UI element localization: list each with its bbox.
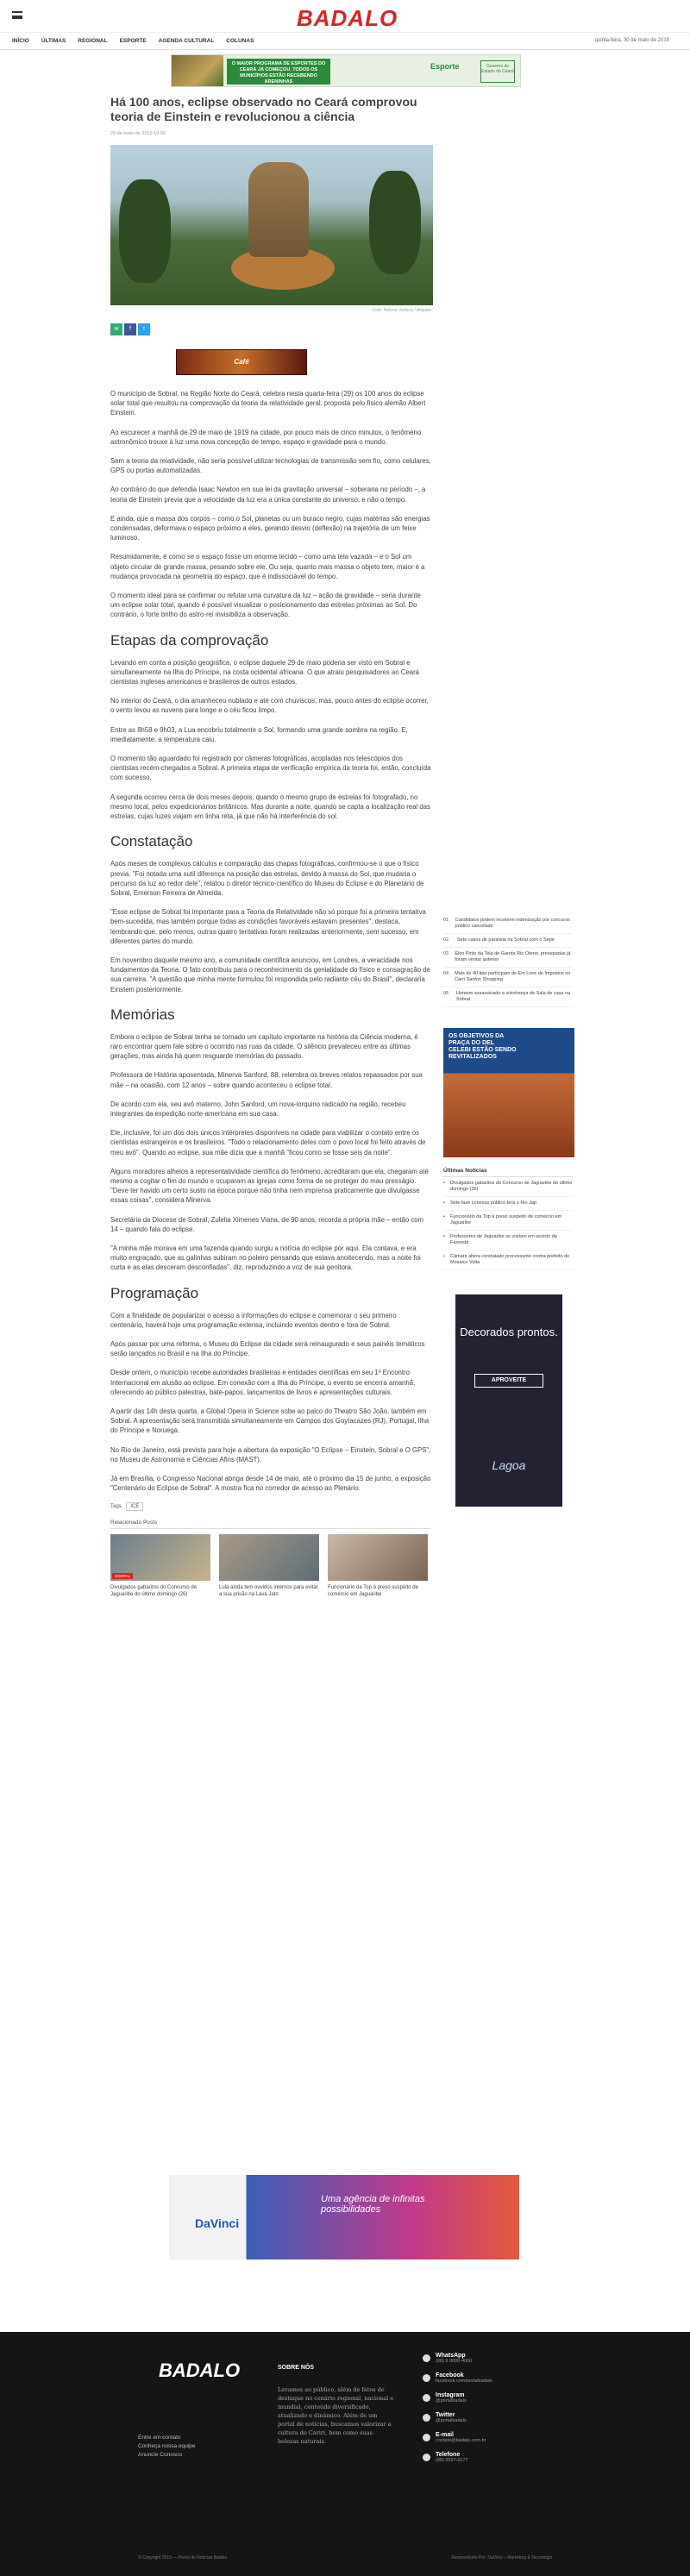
paragraph: "Esse eclipse de Sobral foi importante para a Teoria da Relatividade não só porque foi a primeira tentativa bem-sucedida, mas também porque todas as condições favoráveis estavam presentes", destaca, lembrando que, pelo menos, outras quatro tentativas foram realizadas anteriormente, sem sucesso, em diferentes partes do mundo. xyxy=(110,908,426,945)
tag-link[interactable]: ICE xyxy=(126,1502,143,1511)
related-post-title[interactable]: Divulgados gabaritos do Concurso de Jaguaribe do último domingo (26) xyxy=(110,1585,198,1598)
about-text: Levamos ao público, além de fatos de destaque no cenário regional, nacional e mundial, conteúdo diversificado, atualizado e dinâmico. Além de um portal de notícias, buscamos valorizar a cultura do Cariri, bem como suas belezas naturais. xyxy=(278,2386,394,2445)
paragraph: Embora o eclipse de Sobral tenha se tornado um capítulo importante na história da Ciência moderna, é raro encontrar quem fale sobre o ocorrido nas ruas da cidade. O silêncio prevaleceu entre as últimas gerações, mas ainda há quem resguarde memórias do passado. xyxy=(110,1032,418,1061)
paragraph: Desde ontem, o município recebe autoridades brasileiras e entidades científicas em seu 1º Encontro Internacional em alusão ao eclipse. Em conexão com a Ilha do Príncipe, o evento se encerra amanhã, oferecendo ao público palestras, bate-papos, lançamentos de livros e apresentações culturais. xyxy=(110,1369,416,1396)
paragraph: Ele, inclusive, foi um dos dois únicos intérpretes disponíveis na cidade para viabilizar o contato entre os cientistas estrangeiros e os brasileiros. "Todo o relacionamento deles com o povo local foi feito através de meu avô". Quando ao eclipse, sua mãe dizia que a manhã "ficou como se fosse seis da noite". xyxy=(110,1129,426,1156)
related-posts-heading: Relacionado Posts xyxy=(110,1520,431,1529)
related-post-image[interactable] xyxy=(219,1534,319,1581)
related-post[interactable] xyxy=(110,1534,210,1598)
paragraph: Levando em conta a posição geográfica, o eclipse daquele 29 de maio poderia ser visto em Sobral e simultaneamente na Ilha do Príncipe, na costa ocidental africana. O que atraiu pesquisadores ao Ceará cientistas ingleses americanos e brasileiros de outros estados. xyxy=(110,658,420,686)
nav-item-colunas[interactable]: COLUNAS xyxy=(226,38,254,44)
section-heading: Etapas da comprovação xyxy=(110,631,269,649)
article-body xyxy=(110,389,431,1493)
twitter-icon xyxy=(423,2414,430,2422)
article-title: Há 100 anos, eclipse observado no Ceará comprovou teoria de Einstein e revolucionou a ciência xyxy=(110,95,417,123)
article xyxy=(110,95,431,1598)
ad-slogan: Uma agência de infinitas possibilidades xyxy=(321,2194,425,2215)
footer xyxy=(0,2332,690,2576)
list-item[interactable]: 04 Mais de 40 tipo participam de Em Livre de Impostos no Carri Sanfon Shopping xyxy=(443,968,573,987)
paragraph: Resumidamente, é como se o espaço fosse um enorme tecido – como uma tela vazada – e o Sol um objeto circular de grande massa, pesando sobre ele. Ou seja, quanto mais massa o objeto tem, maior é a mudança provocada na geometria do espaço, que é indissociável do tempo. xyxy=(110,553,425,580)
list-item[interactable]: 03 Elon Pinto da Tela de Garota Rio Oteno, presepadas já foram ventar anterior xyxy=(443,948,573,968)
paragraph: Entre as 8h58 e 9h03, a Lua encobriu totalmente o Sol, formando uma grande sombra na região. E, imediatamente, a temperatura caiu. xyxy=(110,725,408,743)
related-post-title[interactable]: Lula ainda tem ouvidos internos para evitar a sua prisão na Lava Jato xyxy=(219,1585,318,1598)
share-buttons xyxy=(110,323,431,335)
contact-item[interactable]: Twitter @portalbadalo xyxy=(423,2412,561,2423)
contact-item[interactable]: WhatsApp (88) 9 9000-4000 xyxy=(423,2353,561,2364)
nav-item-ultimas[interactable]: ÚLTIMAS xyxy=(41,38,66,44)
contact-item[interactable]: E-mail contato@badalo.com.br xyxy=(423,2432,561,2443)
image-caption: Foto: Helena Ventura / Arquivo xyxy=(372,308,431,313)
menu-icon[interactable] xyxy=(12,11,22,19)
footer-links xyxy=(138,2434,196,2460)
list-item[interactable]: 05 Homem assassinado a vizinhança de Sala de casa na Sobral xyxy=(443,987,573,1007)
paragraph: A segunda ocorreu cerca de dois meses depois, quando o mesmo grupo de estrelas foi fotografado, no mesmo local, pelos expedicionários britânicos. Mas durante a noite, quando se capta a localização real das estrelas, cujas luzes viajam em linha reta, já que não há interferência do sol. xyxy=(110,793,430,821)
list-item[interactable]: • Professores de Jaguaribe se visitam em acordo da Fazenda xyxy=(443,1231,573,1250)
whatsapp-share-icon[interactable]: w xyxy=(110,323,122,335)
article-hero-image xyxy=(110,145,433,305)
section-heading: Memórias xyxy=(110,1006,175,1023)
facebook-share-icon[interactable]: f xyxy=(124,323,136,335)
email-icon xyxy=(423,2434,430,2441)
paragraph: Ao escurecer a manhã de 29 de maio de 1919 na cidade, por pouco mais de cinco minutos, o fenômeno astronômico trouxe à luz uma nova concepção de tempo, espaço e gravidade para o mundo. xyxy=(110,428,422,446)
paragraph: Em novembro daquele mesmo ano, a comunidade científica anunciou, em Londres, a veracidade nos fundamentos da Teoria. O fato contribuiu para o reconhecimento da genialidade do físico e consagração de sua carreira. "A questão que minha mente formulou foi respondida pelo radiante céu do Brasil", declararia Einstein posteriormente. xyxy=(110,956,430,993)
paragraph: Professora de História aposentada, Minerva Sanford, 88, relembra os breves relatos repassados por sua mãe – na ocasião, com 12 anos – sobre quando aconteceu o eclipse total. xyxy=(110,1071,423,1089)
footer-logo[interactable]: BADALO xyxy=(159,2360,241,2381)
paragraph: Após passar por uma reforma, o Museu do Eclipse da cidade será reinaugurado e seus painéis temáticos serão lançados no Brasil e na Ilha do Príncipe. xyxy=(110,1340,425,1358)
latest-news-list xyxy=(443,1177,573,1270)
related-posts xyxy=(110,1534,431,1598)
paragraph: Após meses de complexos cálculos e comparação das chapas fotográficas, confirmou-se o que o físico previa. "Foi notada uma sutil diferença na posição das estrelas, devido à massa do Sol, que mudaria o percurso da luz ao redor dele", relatou o diretor técnico-científico do Museu do Eclipse e do Planetário de Sobral, Emerson Ferreira de Almeida. xyxy=(110,860,424,897)
related-post[interactable] xyxy=(328,1534,428,1598)
about-heading: SOBRE NÓS xyxy=(278,2365,315,2371)
sidebar-ad-praca[interactable]: OS OBJETIVOS DA PRAÇA DO DEL CELEBI ESTÃO SENDO REVITALIZADOS xyxy=(443,1028,574,1157)
latest-news-heading: Últimas Notícias xyxy=(443,1168,573,1177)
section-heading: Programação xyxy=(110,1284,199,1301)
list-item[interactable]: 01 Candidatos podem recebem indenização por concurso público cancelado xyxy=(443,914,573,934)
list-item[interactable]: • Divulgados gabaritos do Concurso de Jaguaribe do último domingo (26) xyxy=(443,1177,573,1197)
header xyxy=(0,0,690,33)
paragraph: O momento ideal para se confirmar ou refutar uma curvatura da luz – ação da gravidade – seria durante um eclipse solar total, quando é possível visualizar o posicionamento das estrelas próximas ao Sol. Do contrário, o forte brilho do astro-rei invisibiliza a observação. xyxy=(110,592,421,619)
nav-item-agenda-cultural[interactable]: AGENDA CULTURAL xyxy=(158,38,215,44)
ad-image xyxy=(172,55,223,87)
sidebar xyxy=(443,914,573,1507)
contact-item[interactable]: Facebook facebook.com/portalbadalo xyxy=(423,2372,561,2384)
paragraph: De acordo com ela, seu avô materno, John Sanford, um nova-iorquino radicado na região, recebeu integrantes da expedição norte-americana em sua casa. xyxy=(110,1100,406,1118)
paragraph: O município de Sobral, na Região Norte do Ceará, celebra nesta quarta-feira (29) os 100 anos do eclipse solar total que resultou na comprovação da teoria da relatividade geral, proposta pelo físico alemão Albert Einstein. xyxy=(110,390,426,417)
related-post-image[interactable] xyxy=(328,1534,428,1581)
sidebar-ad-lagoa[interactable] xyxy=(455,1294,562,1507)
nav-item-esporte[interactable]: ESPORTE xyxy=(119,38,147,44)
instagram-icon xyxy=(423,2394,430,2402)
current-date: quinta-feira, 30 de maio de 2019 xyxy=(594,38,669,43)
ad-brand: DaVinci xyxy=(195,2216,240,2230)
contact-item[interactable]: Telefone (88) 3537-0177 xyxy=(423,2452,561,2463)
paragraph: "A minha mãe morava em uma fazenda quando surgiu a notícia do eclipse por aqui. Ela contava, e era muito engraçado, que as galinhas subiram no poleiro pensando que estava anoitecendo, mas a noite foi curta e as elas desceram desconfiadas", diz, reproduzindo a voz de sua genitora. xyxy=(110,1244,421,1272)
paragraph: No Rio de Janeiro, está prevista para hoje a abertura da exposição "O Eclipse – Einstein, Sobral e O GPS", no Museu de Astronomia e Ciências Afins (MAST). xyxy=(110,1445,431,1463)
twitter-share-icon[interactable]: t xyxy=(138,323,150,335)
nav-list xyxy=(12,38,254,44)
list-item[interactable]: • Câmara altera contratado processante contra prefeito de Mosaico Volta xyxy=(443,1250,573,1270)
paragraph: E ainda, que a massa dos corpos – como o Sol, planetas ou um buraco negro, cujas matérias são energias condensadas, deformava o espaço próximo a eles, gerando desvio (deflexão) na trajetória de um feixe luminoso. xyxy=(110,514,430,542)
top-ad-banner[interactable] xyxy=(171,54,521,87)
contact-item[interactable]: Instagram @portalbadalo xyxy=(423,2392,561,2404)
footer-link[interactable]: Conheça nossa equipe xyxy=(138,2443,196,2449)
list-item[interactable]: • Sete fazé conexas público terá o Rio Jap xyxy=(443,1197,573,1211)
related-post-image[interactable] xyxy=(110,1534,210,1581)
paragraph: A partir das 14h desta quarta, a Global Opera in Science sobe ao palco do Theatro São João, também em Sobral. A apresentação será transmitida simultaneamente em Campos dos Goytacazes (RJ), Portugal, Ilha do Príncipe e Noruega. xyxy=(110,1407,430,1435)
ad-brand: Lagoa xyxy=(492,1458,526,1472)
ad-headline: O MAIOR PROGRAMA DE ESPORTES DO CEARÁ JÁ COMEÇOU. TODOS OS MUNICÍPIOS ESTÃO RECEBENDO ARENINHAS xyxy=(227,59,330,85)
copyright: © Copyright 2019 — Portal de Notícias Badalo xyxy=(138,2555,228,2560)
list-item[interactable]: • Funcionário da Top à preso suspeito de comércio em Jaguaribe xyxy=(443,1211,573,1231)
paragraph: Ao contrário do que defendia Isaac Newton em sua lei da gravitação universal – soberana no período –, a teoria de Einstein previa que a velocidade da luz era a única constante do universo, e não o tempo. xyxy=(110,486,426,504)
category-badge: SOBRAL xyxy=(112,1573,133,1579)
phone-icon xyxy=(423,2454,430,2461)
whatsapp-icon xyxy=(423,2354,430,2362)
main-nav xyxy=(0,33,690,50)
ad-logo-esporte: Esporte xyxy=(430,62,460,71)
footer-link[interactable]: Entre em contato xyxy=(138,2435,181,2441)
tags xyxy=(110,1502,431,1511)
nav-item-inicio[interactable]: INÍCIO xyxy=(12,38,29,44)
site-logo[interactable]: BADALO xyxy=(297,5,398,31)
section-heading: Constatação xyxy=(110,833,193,850)
most-read-list xyxy=(443,914,573,1007)
paragraph: Alguns moradores alheios à representatividade científica do fenômeno, acreditaram que ela, chegaram até mesmo a cogitar o fim do mundo e ocuparam as igrejas como forma de se proteger do mau presságio. "Deve ter havido um certo susto na época porque não tinha nem imprensa praticamente que divulgasse essas coisas", considera Minerva. xyxy=(110,1167,429,1205)
paragraph: No interior do Ceará, o dia amanheceu nublado e até com chuviscos, mas, pouco antes do eclipse ocorrer, o vento levou as nuvens para longe e o céu ficou limpo. xyxy=(110,697,429,715)
contact-list xyxy=(423,2353,561,2472)
credits[interactable]: Desenvolvido Por: DaVinci – Marketing & Tecnologia xyxy=(451,2555,552,2560)
related-post-title[interactable]: Funcionário da Top à preso suspeito de comércio em Jaguaribe xyxy=(328,1585,418,1598)
footer-link[interactable]: Anuncie Conosco xyxy=(138,2452,182,2458)
paragraph: Secretária da Diocese de Sobral, Zulelia Ximenes Viana, de 90 anos, recorda a própria mãe – então com 14 – quando fala do eclipse. xyxy=(110,1215,424,1233)
related-post[interactable] xyxy=(219,1534,319,1598)
ad-logo-governo: Governo do Estado do Ceará xyxy=(480,60,515,83)
paragraph: O momento tão aguardado foi registrado por câmeras fotográficas, acopladas nos telescópios dos cientistas recém-chegados a Sobral. A primeira etapa de verificação empírica da teoria foi, então, concluída com sucesso. xyxy=(110,755,431,782)
ad-heading: Decorados prontos. xyxy=(460,1326,558,1338)
paragraph: Sem a teoria da relatividade, não seria possível utilizar tecnologias de transmissão sem fio, como celulares, GPS ou portas automatizadas. xyxy=(110,457,431,475)
nav-item-regional[interactable]: REGIONAL xyxy=(78,38,108,44)
aproveite-button[interactable]: APROVEITE xyxy=(474,1374,543,1388)
article-date: 29 de maio de 2019 19:06 xyxy=(110,131,166,136)
inline-ad[interactable]: Café xyxy=(176,349,307,375)
paragraph: Já em Brasília, o Congresso Nacional abriga desde 14 de maio, até o próximo dia 15 de junho, a exposição "Centenário do Eclipse de Sobral". A mostra fica no corredor de acesso ao Plenário. xyxy=(110,1475,431,1493)
list-item[interactable]: 02 Sete casos de paralisia na Sobral com o Sepe xyxy=(443,934,573,948)
bottom-ad-banner[interactable] xyxy=(169,2175,519,2259)
facebook-icon xyxy=(423,2374,430,2382)
tags-label: Tags xyxy=(110,1504,122,1510)
paragraph: Com a finalidade de popularizar o acesso a informações do eclipse e comemorar o seu primeiro centenário, haverá hoje uma programação extensa, incluindo eventos dentro e fora de Sobral. xyxy=(110,1311,397,1329)
